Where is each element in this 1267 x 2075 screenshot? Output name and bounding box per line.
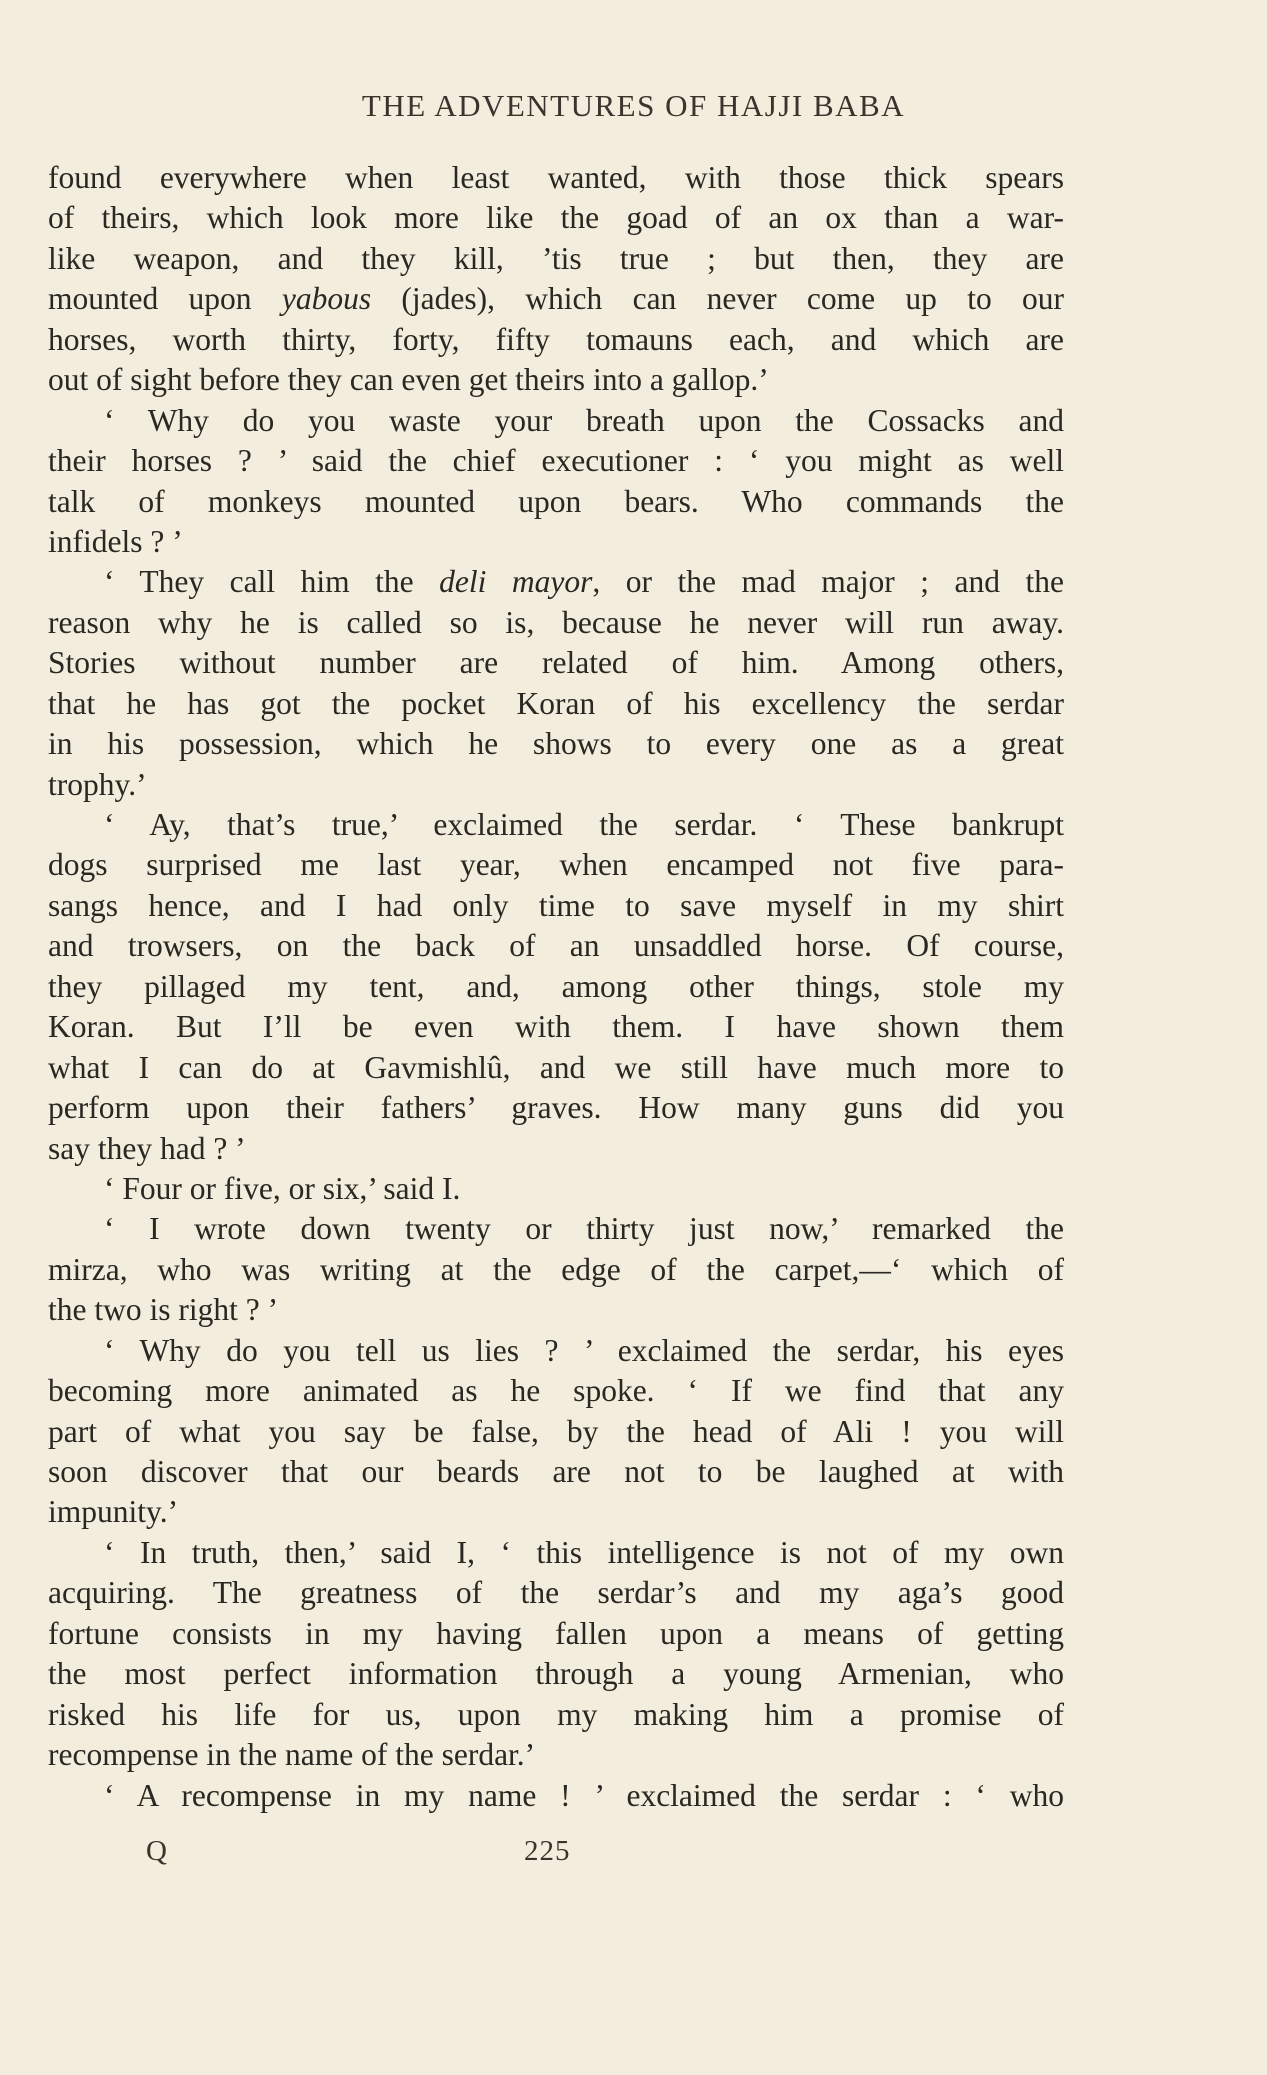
text-line [48,684,1064,724]
text-line [48,805,1064,845]
text-run: in his possession, which he shows to every one as a great [48,726,1064,762]
text-line [48,1776,1064,1816]
text-line [48,1452,1064,1492]
text-line [48,1695,1064,1735]
text-run: ‘ Why do you waste your breath upon the Cossacks and [104,402,1064,438]
text-line [48,845,1064,885]
text-run: soon discover that our beards are not to be laughed at with [48,1454,1064,1489]
text-line [48,1250,1064,1290]
text-run: say they had ? ’ [48,1130,246,1166]
running-head: THE ADVENTURES OF HAJJI BABA [361,88,906,123]
text-run: sangs hence, and I had only time to save myself in my shirt [48,887,1064,923]
text-line [48,158,1064,198]
text-run: and trowsers, on the back of an unsaddled horse. Of course, [48,928,1064,964]
text-line [48,198,1064,238]
text-line [48,401,1064,441]
text-line [48,1654,1064,1694]
text-run: out of sight before they can even get theirs into a gallop.’ [48,362,769,398]
text-run: part of what you say be false, by the head of Ali ! you will [48,1413,1064,1449]
text-line [48,926,1064,966]
signature-mark: Q [146,1835,167,1867]
text-line [48,724,1064,764]
text-run: infidels ? ’ [48,523,183,559]
text-line [48,765,1064,805]
text-line [48,1290,1064,1330]
text-run: impunity.’ [48,1494,179,1530]
text-line [48,1007,1064,1047]
text-run: acquiring. The greatness of the serdar’s and my aga’s good [48,1575,1064,1611]
text-line [48,1129,1064,1169]
page-footer [0,1835,1267,1875]
text-run: becoming more animated as he spoke. ‘ If we find that any [48,1373,1064,1409]
text-line [48,886,1064,926]
text-run: fortune consists in my having fallen upon a means of getting [48,1615,1064,1651]
text-line [48,1735,1064,1775]
text-run: reason why he is called so is, because he never will run away. [48,604,1064,640]
text-run: like weapon, and they kill, ’tis true ; but then, they are [48,240,1064,276]
text-run: mirza, who was writing at the edge of the carpet,—‘ which of [48,1251,1064,1287]
text-run: risked his life for us, upon my making him a promise of [48,1696,1064,1732]
text-run: that he has got the pocket Koran of his excellency the serdar [48,685,1064,721]
text-line [48,320,1064,360]
text-run: talk of monkeys mounted upon bears. Who commands the [48,483,1064,519]
text-line [48,1371,1064,1411]
text-line [48,1048,1064,1088]
text-run: ‘ Why do you tell us lies ? ’ exclaimed the serdar, his eyes [104,1332,1064,1368]
text-line [48,522,1064,562]
text-run: recompense in the name of the serdar.’ [48,1737,536,1773]
text-run: Stories without number are related of him. Among others, [48,645,1064,681]
italic-word: deli mayor [439,564,593,600]
text-run: dogs surprised me last year, when encamped not five para- [48,847,1064,883]
text-line [48,1614,1064,1654]
text-line [48,967,1064,1007]
text-run: what I can do at Gavmishlû, and we still have much more to [48,1049,1064,1085]
text-line [48,239,1064,279]
text-line [48,1573,1064,1613]
text-run: trophy.’ [48,766,147,802]
text-line [48,1088,1064,1128]
text-run: they pillaged my tent, and, among other things, stole my [48,968,1064,1004]
text-run: ‘ I wrote down twenty or thirty just now,’ remarked the [104,1211,1064,1247]
text-run: ‘ In truth, then,’ said I, ‘ this intelligence is not of my own [104,1534,1064,1570]
text-run: (jades), which can never come up to our [371,281,1064,317]
text-run: Koran. But I’ll be even with them. I have shown them [48,1009,1064,1045]
text-run: , or the mad major ; and the [592,564,1064,600]
text-line [48,1331,1064,1371]
text-line [48,279,1064,319]
text-line [48,441,1064,481]
body-text [48,158,1064,1816]
text-run: the two is right ? ’ [48,1292,279,1328]
text-line [48,482,1064,522]
text-run: ‘ They call him the [104,564,440,600]
text-line [48,360,1064,400]
text-line [48,643,1064,683]
text-run: perform upon their fathers’ graves. How many guns did you [48,1090,1064,1126]
text-run: their horses ? ’ said the chief executioner : ‘ you might as well [48,443,1064,479]
text-run: found everywhere when least wanted, with those thick spears [48,160,1064,195]
text-line [48,1209,1064,1249]
text-run: ‘ Four or five, or six,’ said I. [104,1170,461,1206]
text-line [48,1412,1064,1452]
text-line [48,603,1064,643]
text-line [48,1492,1064,1532]
text-run: mounted upon [48,281,282,317]
italic-word: yabous [281,281,372,317]
text-line [48,562,1064,602]
page-number: 225 [524,1835,571,1867]
text-line [48,1533,1064,1573]
text-run: the most perfect information through a young Armenian, who [48,1656,1064,1692]
text-run: horses, worth thirty, forty, fifty tomauns each, and which are [48,321,1064,357]
text-run: ‘ A recompense in my name ! ’ exclaimed the serdar : ‘ who [104,1777,1064,1813]
text-run: ‘ Ay, that’s true,’ exclaimed the serdar. ‘ These bankrupt [104,807,1064,842]
text-line [48,1169,1064,1209]
text-run: of theirs, which look more like the goad of an ox than a war- [48,200,1064,236]
